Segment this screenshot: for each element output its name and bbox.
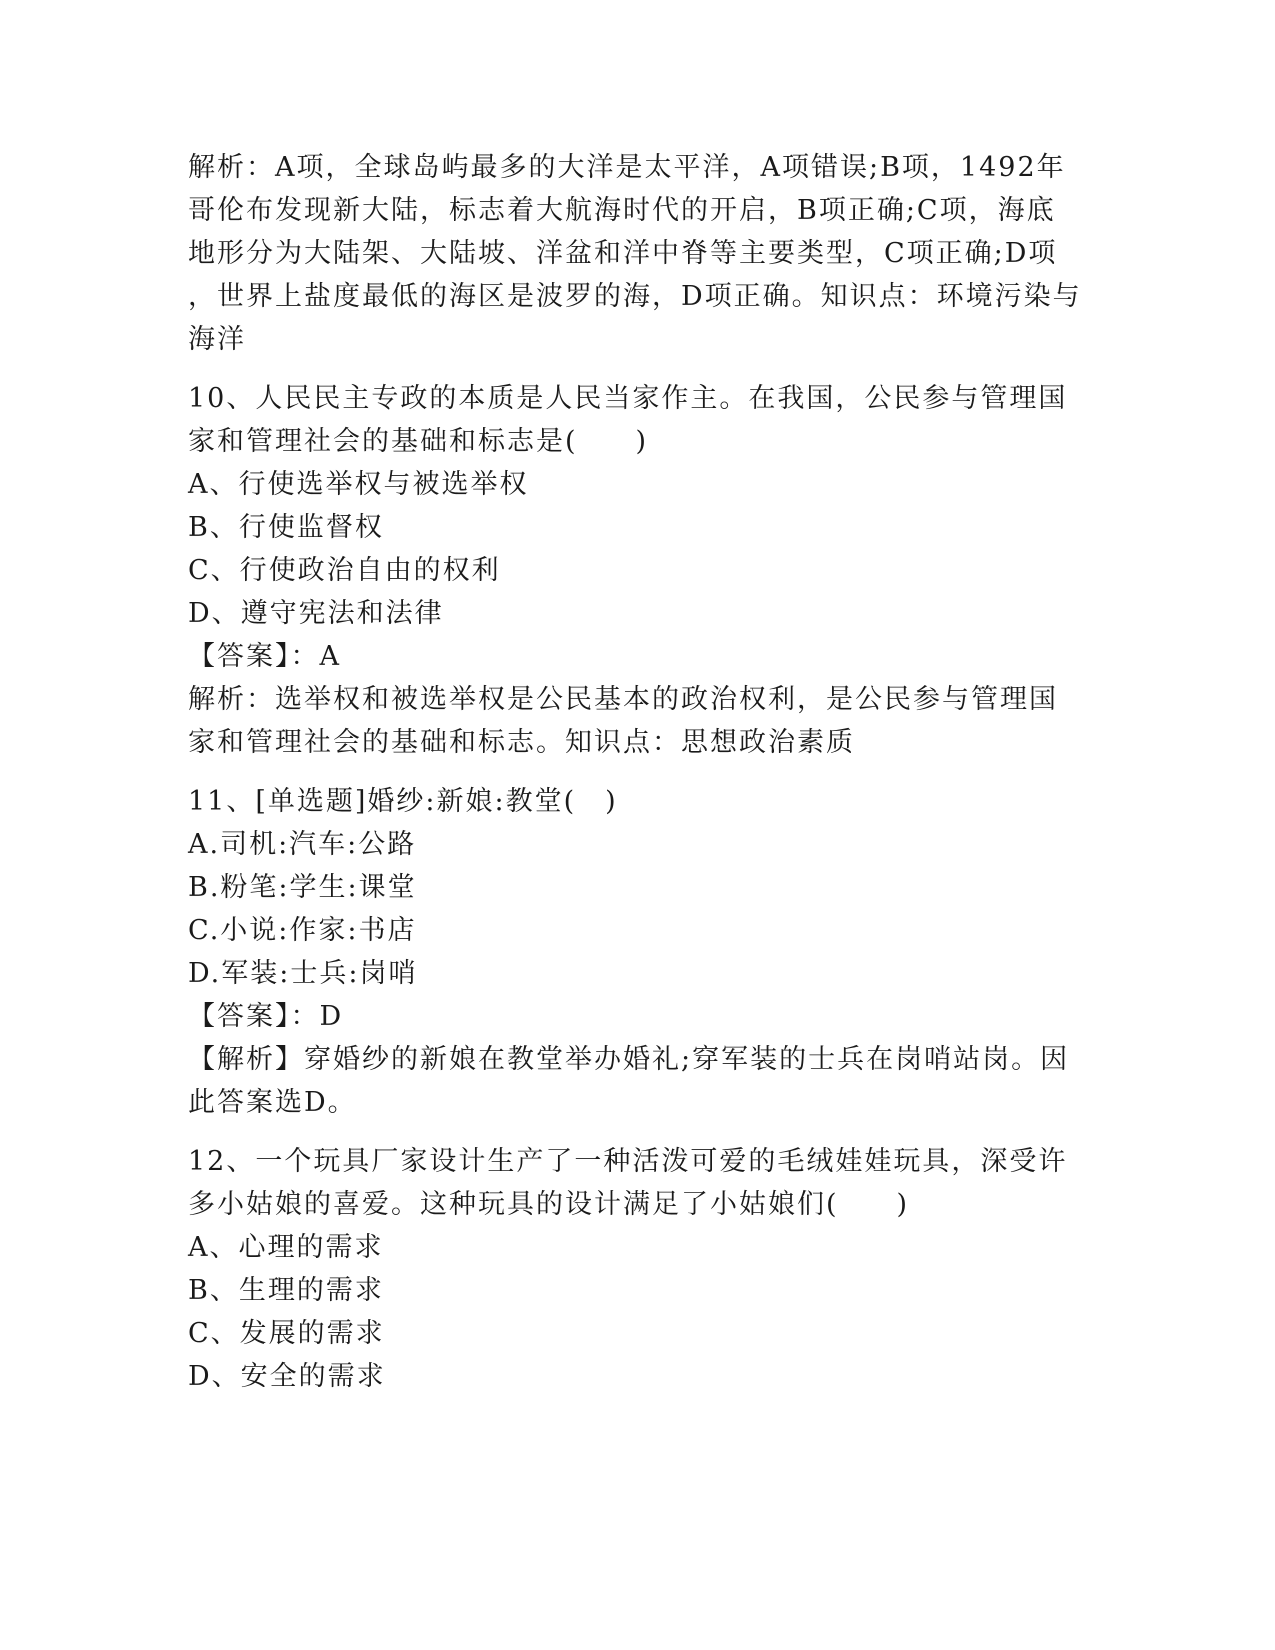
analysis-text: 家和管理社会的基础和标志。知识点：思想政治素质 bbox=[188, 727, 855, 758]
option-d: D、遵守宪法和法律 bbox=[188, 598, 444, 629]
question-text: 家和管理社会的基础和标志是( ) bbox=[188, 426, 649, 457]
document-body bbox=[188, 146, 1088, 1414]
option-d: D、安全的需求 bbox=[188, 1361, 386, 1392]
text-line: 解析：A项，全球岛屿最多的大洋是太平洋，A项错误;B项，1492年 bbox=[188, 152, 1066, 183]
question-11 bbox=[188, 780, 1088, 1124]
text-line: 哥伦布发现新大陆，标志着大航海时代的开启，B项正确;C项，海底 bbox=[188, 195, 1056, 226]
analysis-text: 此答案选D。 bbox=[188, 1087, 357, 1118]
text-line: 海洋 bbox=[188, 324, 246, 355]
question-text: 10、人民民主专政的本质是人民当家作主。在我国，公民参与管理国 bbox=[188, 383, 1068, 414]
analysis-text: 【解析】穿婚纱的新娘在教堂举办婚礼;穿军装的士兵在岗哨站岗。因 bbox=[188, 1044, 1070, 1075]
text-line: 地形分为大陆架、大陆坡、洋盆和洋中脊等主要类型，C项正确;D项 bbox=[188, 238, 1058, 269]
analysis-q9 bbox=[188, 146, 1088, 361]
question-10 bbox=[188, 377, 1088, 764]
analysis-text: 解析：选举权和被选举权是公民基本的政治权利，是公民参与管理国 bbox=[188, 684, 1058, 715]
answer: 【答案】：A bbox=[188, 641, 341, 672]
option-b: B、生理的需求 bbox=[188, 1275, 384, 1306]
option-c: C、发展的需求 bbox=[188, 1318, 385, 1349]
answer: 【答案】：D bbox=[188, 1001, 344, 1032]
question-text: 11、[单选题]婚纱:新娘:教堂( ) bbox=[188, 786, 618, 817]
question-text: 多小姑娘的喜爱。这种玩具的设计满足了小姑娘们( ) bbox=[188, 1189, 910, 1220]
option-c: C.小说:作家:书店 bbox=[188, 915, 417, 946]
option-b: B、行使监督权 bbox=[188, 512, 384, 543]
text-line: ，世界上盐度最低的海区是波罗的海，D项正确。知识点：环境污染与 bbox=[188, 281, 1082, 312]
question-text: 12、一个玩具厂家设计生产了一种活泼可爱的毛绒娃娃玩具，深受许 bbox=[188, 1146, 1068, 1177]
option-a: A.司机:汽车:公路 bbox=[188, 829, 417, 860]
option-d: D.军装:士兵:岗哨 bbox=[188, 958, 418, 989]
option-a: A、行使选举权与被选举权 bbox=[188, 469, 529, 500]
option-a: A、心理的需求 bbox=[188, 1232, 384, 1263]
question-12 bbox=[188, 1140, 1088, 1398]
option-b: B.粉笔:学生:课堂 bbox=[188, 872, 417, 903]
option-c: C、行使政治自由的权利 bbox=[188, 555, 501, 586]
